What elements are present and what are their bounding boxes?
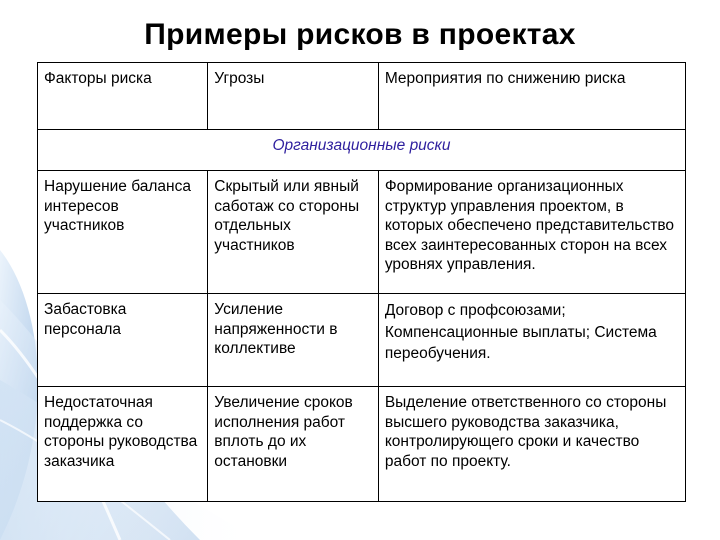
risk-factor-cell: Недостаточная поддержка со стороны руководства заказчика	[38, 387, 208, 502]
header-mitigation-measures: Мероприятия по снижению риска	[378, 63, 685, 130]
section-label-organizational-risks: Организационные риски	[38, 130, 686, 171]
threat-cell: Усиление напряженности в коллективе	[208, 294, 379, 387]
table-row	[38, 387, 686, 502]
header-risk-factors: Факторы риска	[38, 63, 208, 130]
slide-title: Примеры рисков в проектах	[144, 18, 576, 51]
threat-cell: Увеличение сроков исполнения работ вплоть до их остановки	[208, 387, 379, 502]
section-row	[38, 130, 686, 171]
risk-factor-cell: Забастовка персонала	[38, 294, 208, 387]
header-threats: Угрозы	[208, 63, 379, 130]
measure-cell: Выделение ответственного со стороны высшего руководства заказчика, контролирующего сроки и качество работ по проекту.	[378, 387, 685, 502]
table-row	[38, 171, 686, 294]
measure-cell: Договор с профсоюзами; Компенсационные выплаты; Система переобучения.	[378, 294, 685, 387]
threat-cell: Скрытый или явный саботаж со стороны отдельных участников	[208, 171, 379, 294]
table-row	[38, 294, 686, 387]
risk-table	[37, 62, 686, 502]
risk-factor-cell: Нарушение баланса интересов участников	[38, 171, 208, 294]
measure-cell: Формирование организационных структур управления проектом, в которых обеспечено представительство всех заинтересованных сторон на всех уровнях управления.	[378, 171, 685, 294]
table-header-row	[38, 63, 686, 130]
